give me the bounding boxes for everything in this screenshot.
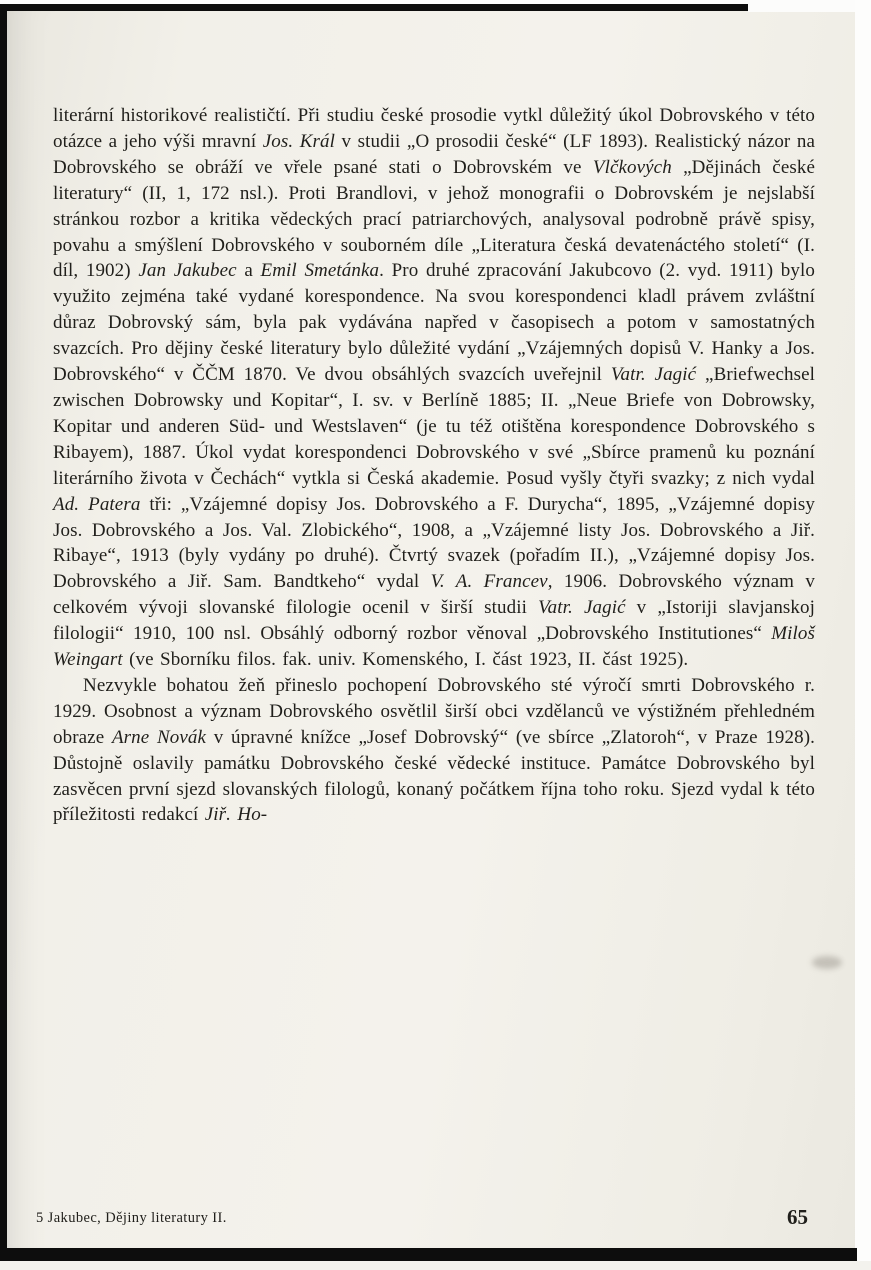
page-number: 65 [787,1205,808,1229]
text-run: Nezvykle bohatou žeň přineslo pochopení Dobrovského sté výročí smrti Dobrovského r. 1929. Osobnost a význam Dobrovského osvětlil širší obci vzdělanců ve výstižném přehledném obraze [53,674,815,748]
italic-text-run: Miloš Weingart [53,623,815,671]
text-run: v „Istoriji slavjanskoj filologii“ 1910, 100 nsl. Obsáhlý odborný rozbor věnoval „Dobrovského Institutiones“ [53,597,815,645]
scan-corner-top-right [748,0,871,12]
text-run: v studii „O prosodii české“ (LF 1893). Realistický názor na Dobrovského se obráží ve vřele psané stati o Dobrovském ve [53,130,815,178]
scan-edge-bottom [0,1248,857,1261]
paragraph [53,103,815,673]
text-run: „Dějinách české literatury“ (II, 1, 172 nsl.). Proti Brandlovi, v jehož monografii o Dobrovském je nejslabší stránkou rozbor a kritika vědeckých prací patriarchových, analysoval podrobně právě spisy, povahu a smýšlení Dobrovského v souborném díle „Literatura česká devatenáctého století“ (I. díl, 1902) [53,156,815,282]
scan-smudge [812,956,842,969]
italic-text-run: Arne Novák [111,726,207,748]
text-run: tři: „Vzájemné dopisy Jos. Dobrovského a F. Durycha“, 1895, „Vzájemné dopisy Jos. Dobrovského a Jos. Val. Zlobického“, 1908, a „Vzájemné listy Jos. Dobrovského a Jiř. Ribaye“, 1913 (byly vydány po druhé). Čtvrtý svazek (pořadím II.), „Vzájemné dopisy Jos. Dobrovského a Jiř. Sam. Bandtkeho“ vydal [53,493,815,593]
text-run: a [236,260,261,282]
text-run: „Briefwechsel zwischen Dobrowsky und Kopitar“, I. sv. v Berlíně 1885; II. „Neue Briefe von Dobrowsky, Kopitar und anderen Süd- und Westslaven“ (je tu též otištěna korespondence Dobrovského s Ribayem), 1887. Úkol vydat korespondenci Dobrovského v své „Sbírce pramenů ku poznání literárního života v Čechách“ vytkla si Česká akademie. Posud vyšly čtyři svazky; z nich vydal [53,364,815,489]
printer-signature: 5 Jakubec, Dějiny literatury II. [36,1210,227,1226]
italic-text-run: Jan Jakubec [138,260,237,282]
text-run: (ve Sborníku filos. fak. univ. Komenského, I. část 1923, II. část 1925). [122,649,689,671]
text-run: literární historikové realističtí. Při studiu české prosodie vytkl důležitý úkol Dobrovského v této otázce a jeho výši mravní [53,105,815,152]
page-footer [36,1205,816,1230]
italic-text-run: Jos. Král [262,130,335,152]
scan-margin-right [855,0,871,1270]
italic-text-run: Vatr. Jagić [610,364,697,386]
italic-text-run: Emil Smetánka [260,260,380,282]
text-run: , 1906. Dobrovského význam v celkovém vývoji slovanské filologie ocenil v širší studii [53,571,816,619]
paragraph [53,673,815,828]
scan-edge-left [0,4,7,1250]
italic-text-run: Vatr. Jagić [538,597,626,619]
italic-text-run: V. A. Francev [430,571,548,593]
text-run: v úpravné knížce „Josef Dobrovský“ (ve sbírce „Zlatoroh“, v Praze 1928). Důstojně oslavily památku Dobrovského české vědecké instituce. Památce Dobrovského byl zasvěcen první sjezd slovanských filologů, konaný počátkem října toho roku. Sjezd vydal k této příležitosti redakcí [53,726,815,826]
page-text [53,103,815,828]
italic-text-run: Vlčkových [592,156,672,178]
italic-text-run: Ad. Patera [53,493,141,515]
text-run: . Pro druhé zpracování Jakubcovo (2. vyd. 1911) bylo využito zejména také vydané korespondence. Na svou korespondenci kladl právem zvláštní důraz Dobrovský sám, byla pak vydávána napřed v časopisech a potom v samostatných svazcích. Pro dějiny české literatury bylo důležité vydání „Vzájemných dopisů V. Hanky a Jos. Dobrovského“ v ČČM 1870. Ve dvou obsáhlých svazcích uveřejnil [53,260,815,386]
italic-text-run: Jiř. Ho- [204,804,268,826]
scan-margin-bottom [0,1261,871,1270]
scan-edge-top [0,4,748,11]
